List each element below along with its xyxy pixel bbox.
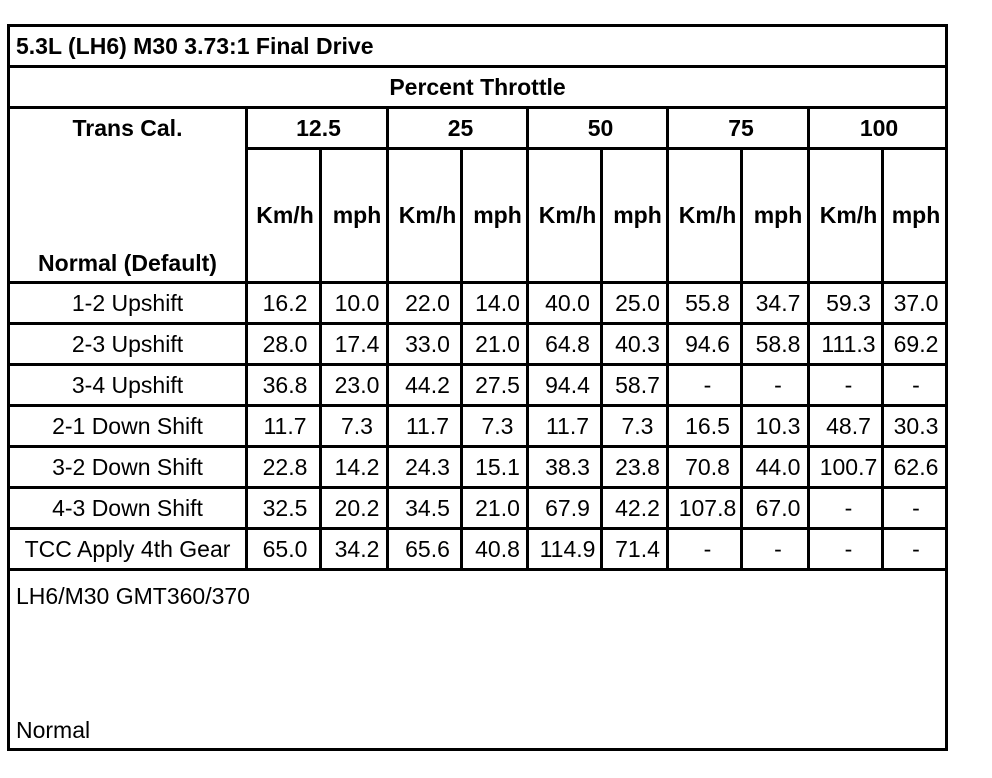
- table-cell: 11.7: [545, 412, 590, 439]
- shift-speed-table: [7, 24, 948, 751]
- table-cell: 21.0: [475, 494, 520, 521]
- column-divider: [600, 147, 603, 568]
- row-label: TCC Apply 4th Gear: [24, 535, 231, 562]
- table-cell: 10.0: [334, 289, 380, 316]
- table-cell: 17.4: [334, 330, 380, 357]
- column-divider: [740, 147, 743, 568]
- table-cell: 40.8: [475, 535, 520, 562]
- column-divider: [386, 106, 389, 568]
- mode-label: Normal (Default): [38, 249, 217, 276]
- footer-model-line: LH6/M30 GMT360/370: [16, 583, 250, 609]
- unit-label: Km/h: [398, 202, 457, 228]
- table-cell: 20.2: [334, 494, 380, 521]
- table-cell: 65.0: [262, 535, 308, 562]
- table-cell: 40.3: [615, 330, 660, 357]
- column-divider: [460, 147, 463, 568]
- table-cell: 40.0: [545, 289, 590, 316]
- table-cell: -: [844, 371, 853, 398]
- row-label: 1-2 Upshift: [71, 289, 184, 316]
- table-cell: 14.2: [334, 453, 380, 480]
- table-cell: 34.7: [755, 289, 801, 316]
- table-cell: -: [844, 535, 853, 562]
- table-cell: 48.7: [826, 412, 871, 439]
- table-cell: 15.1: [475, 453, 520, 480]
- unit-label: mph: [332, 202, 382, 228]
- table-cell: 69.2: [893, 330, 939, 357]
- table-cell: 100.7: [819, 453, 878, 480]
- table-cell: 22.8: [262, 453, 308, 480]
- table-cell: 55.8: [685, 289, 730, 316]
- table-title: 5.3L (LH6) M30 3.73:1 Final Drive: [16, 32, 374, 59]
- throttle-header: Percent Throttle: [389, 73, 566, 100]
- table-cell: 114.9: [539, 535, 596, 562]
- table-cell: 34.2: [334, 535, 380, 562]
- column-divider: [666, 106, 669, 568]
- footer-mode-line: Normal: [16, 717, 91, 743]
- column-divider: [319, 147, 322, 568]
- unit-label: Km/h: [256, 202, 314, 228]
- row-label: 2-3 Upshift: [71, 330, 184, 357]
- table-cell: -: [703, 371, 712, 398]
- table-cell: 44.2: [405, 371, 450, 398]
- divider: [10, 568, 945, 571]
- table-cell: 111.3: [821, 330, 876, 357]
- table-cell: 107.8: [678, 494, 737, 521]
- table-cell: 25.0: [615, 289, 660, 316]
- table-cell: 27.5: [475, 371, 520, 398]
- table-cell: 21.0: [475, 330, 520, 357]
- unit-label: mph: [613, 202, 662, 228]
- throttle-level: 50: [587, 114, 614, 141]
- table-cell: 28.0: [262, 330, 308, 357]
- table-cell: 34.5: [405, 494, 450, 521]
- table-cell: 37.0: [893, 289, 939, 316]
- unit-label: Km/h: [819, 202, 878, 228]
- column-divider: [881, 147, 884, 568]
- table-cell: 23.0: [334, 371, 380, 398]
- table-cell: -: [912, 371, 920, 398]
- table-cell: 59.3: [826, 289, 871, 316]
- throttle-level: 25: [447, 114, 474, 141]
- table-cell: 94.4: [545, 371, 590, 398]
- table-cell: 11.7: [405, 412, 450, 439]
- row-label: 3-2 Down Shift: [52, 453, 203, 480]
- table-cell: -: [774, 535, 782, 562]
- table-cell: 65.6: [405, 535, 450, 562]
- table-cell: 64.8: [545, 330, 590, 357]
- table-cell: 67.0: [755, 494, 801, 521]
- unit-label: Km/h: [678, 202, 737, 228]
- table-cell: -: [703, 535, 712, 562]
- table-cell: 58.8: [755, 330, 801, 357]
- table-cell: 23.8: [615, 453, 660, 480]
- row-label: 3-4 Upshift: [71, 371, 184, 398]
- table-cell: -: [774, 371, 782, 398]
- table-cell: 16.5: [685, 412, 730, 439]
- table-cell: 30.3: [893, 412, 939, 439]
- unit-label: mph: [753, 202, 803, 228]
- table-cell: 10.3: [755, 412, 801, 439]
- table-cell: 71.4: [615, 535, 660, 562]
- table-cell: 32.5: [262, 494, 308, 521]
- column-divider: [526, 106, 529, 568]
- table-cell: 38.3: [545, 453, 590, 480]
- table-cell: 7.3: [621, 412, 654, 439]
- unit-label: mph: [891, 202, 941, 228]
- table-cell: 44.0: [755, 453, 801, 480]
- table-cell: 36.8: [262, 371, 308, 398]
- table-cell: 11.7: [263, 412, 307, 439]
- table-cell: 58.7: [615, 371, 660, 398]
- table-cell: 7.3: [481, 412, 514, 439]
- throttle-level: 75: [728, 114, 754, 141]
- table-cell: 16.2: [262, 289, 308, 316]
- column-divider: [245, 106, 248, 568]
- table-cell: 22.0: [405, 289, 450, 316]
- table-cell: 14.0: [475, 289, 520, 316]
- trans-cal-label: Trans Cal.: [72, 114, 183, 141]
- table-cell: -: [912, 535, 920, 562]
- table-cell: 7.3: [341, 412, 373, 439]
- table-cell: -: [912, 494, 920, 521]
- table-cell: -: [844, 494, 853, 521]
- throttle-level: 12.5: [296, 114, 341, 141]
- table-cell: 67.9: [545, 494, 590, 521]
- column-divider: [807, 106, 810, 568]
- throttle-level: 100: [859, 114, 899, 141]
- row-label: 2-1 Down Shift: [52, 412, 203, 439]
- table-cell: 33.0: [405, 330, 450, 357]
- table-cell: 24.3: [405, 453, 450, 480]
- table-cell: 70.8: [685, 453, 730, 480]
- unit-label: mph: [473, 202, 522, 228]
- table-cell: 94.6: [685, 330, 730, 357]
- table-cell: 62.6: [893, 453, 939, 480]
- row-label: 4-3 Down Shift: [52, 494, 203, 521]
- table-cell: 42.2: [615, 494, 660, 521]
- unit-label: Km/h: [538, 202, 597, 228]
